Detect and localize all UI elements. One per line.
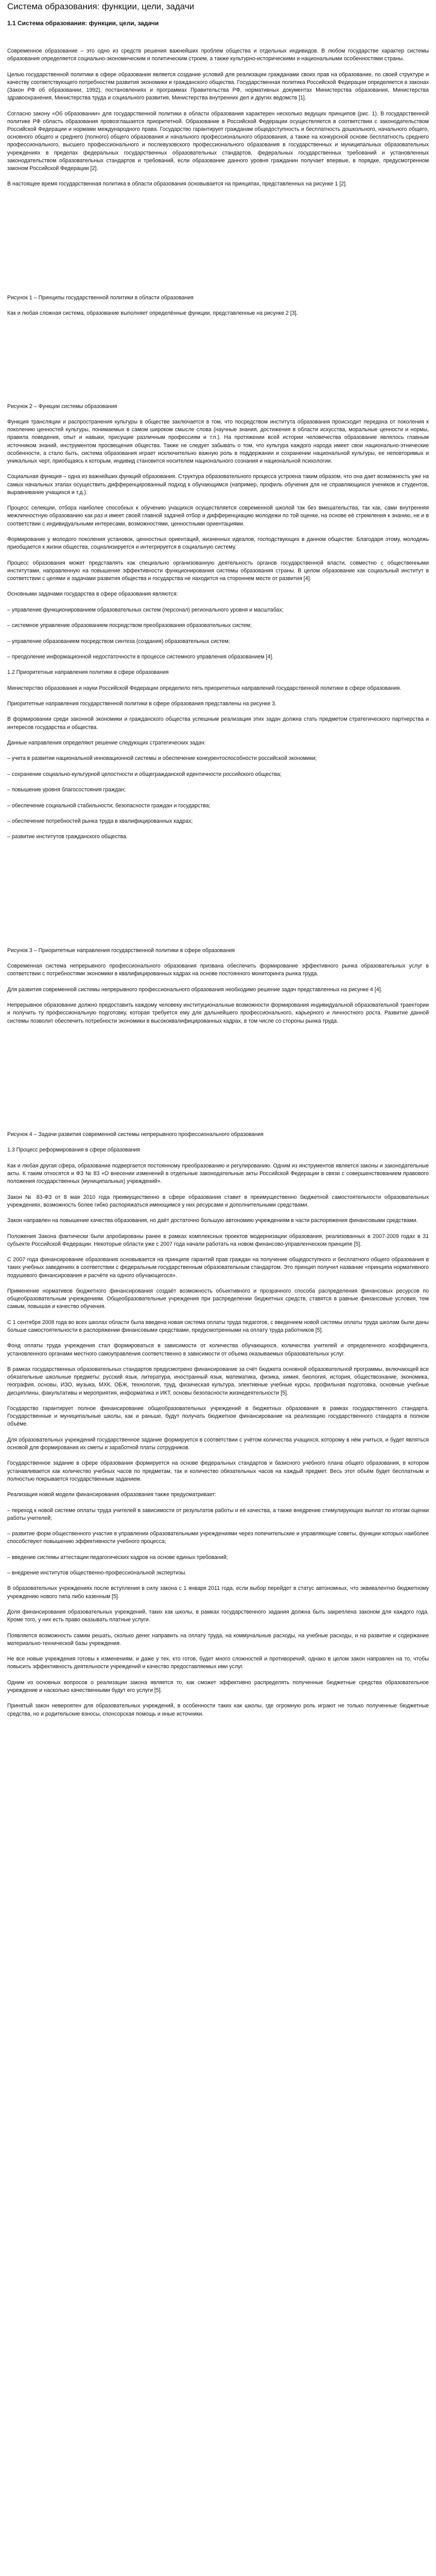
section-heading-1-1: 1.1 Система образования: функции, цели, задачи xyxy=(7,20,159,27)
paragraph: Государство гарантирует полное финансирование общеобразовательных учреждений в бюджетных образования в рамках государственного стандарта. Государственные и муниципальные школы, как и раньше, будут получать бюджетное финансирование на реализацию государственного стандарта в полном объёме. xyxy=(7,1405,429,1428)
paragraph: Современное образование – это одно из средств решения важнейших проблем общества и отдельных индивидов. В любом государстве характер системы образования определяется социально-экономическим и политическим строем, а также культурно-историческими и национальными особенностями страны. xyxy=(7,48,429,62)
list-item: – преодоление информационной недостаточности в процессе системного управления образованием [4]. xyxy=(7,653,274,660)
paragraph: Применение нормативов бюджетного финансирования создаёт возможность объективного и прозрачного способа распределения финансовых ресурсов по общеобразовательным учреждениям. Общеобразовательные учреждения при распределении бюджетных средств, ставятся в равные финансовые условия, тем самым, повышая и качество обучения. xyxy=(7,1287,429,1310)
list-item: – внедрение институтов общественно-профессиональной экспертизы. xyxy=(7,1570,187,1577)
figure-3-area xyxy=(7,849,429,947)
paragraph: Социальная функция – одна из важнейших функций образования. Структура образовательного процесса устроена таким образом, что она дает возможность уже на самых начальных этапах осуществить дифференцированный подход к обучающимся (например, профиль обучения для не справляющихся учеников и студентов, выравнивание учащихся и т.д.). xyxy=(7,473,429,496)
paragraph: В формировании среди законной экономики и гражданского общества успешным реализация этих задач должна стать предметом стратегического партнерства и интересов государства и общества. xyxy=(7,716,429,731)
section-heading-1-3: 1.3 Процесс реформирования в сфере образования xyxy=(7,1147,140,1154)
paragraph: Положения Закона фактически были апробированы ранее в рамках комплексных проектов модернизации образования, реализованных в 2007-2009 годах в 31 субъекте Российской Федерации. Некоторые области уже с 2007 года начали работать на новом финансово-управленческом принципе [5]. xyxy=(7,1233,429,1247)
figure-1-caption: Рисунок 1 – Принципы государственной политики в области образования xyxy=(7,294,194,301)
list-item: – обеспечение потребностей рынка труда в квалифицированных кадрах; xyxy=(7,818,193,825)
paragraph: Согласно закону «Об образовании» для государственной политики в области образования характерен несколько ведущих принципов (рис. 1). В государственной политике РФ область образования провозглашается приоритетной. Образование в Российской Федерации осуществляется в соответствии с законодательством Российской Федерации и нормами международного права. Государство гарантирует гражданам общедоступность и бесплатность дошкольного, начального общего, основного общего и среднего (полного) общего образования и начального профессионального образования, а также на конкурсной основе бесплатность среднего профессионального, высшего профессионального и послевузовского профессионального образования в государственных и муниципальных образовательных учреждениях в пределах федеральных государственных образовательных стандартов, федеральных государственных требований и установленных законодательством образовательных стандартов и требований, если образование данного уровня гражданин получает впервые, в порядке, предусмотренном законом Российской Федерации [2]. xyxy=(7,110,429,172)
paragraph: С 2007 года финансирование образования основывается на принципе гарантий прав граждан на получение общедоступного и бесплатного общего образования в таких учебных заведениях в соответствии с федеральным государственным образовательным стандартом. Это принцип получил название «принципа нормативного подушевого финансирования и расчёте на одного обучающегося». xyxy=(7,1257,429,1279)
list-item: – управление образованием посредством синтеза (создания) образовательных систем; xyxy=(7,638,230,645)
figure-4-caption: Рисунок 4 – Задачи развития современной системы непрерывного профессионального образования xyxy=(7,1131,264,1138)
document-body xyxy=(7,47,429,2576)
paragraph: Для образовательных учреждений государственное задание формируется в соответствии с учётом количества учащихся, которому в нём учиться, и будет являться основой для формирования их сметы и заработной платы сотрудников. xyxy=(7,1436,429,1451)
paragraph: Министерство образования и науки Российской Федерации определило пять приоритетных направлений государственной политики в сфере образования. xyxy=(7,685,402,691)
paragraph: Доля финансирования образовательных учреждений, таких как школы, в рамках государственного задания должна быть закреплена законом для каждого года. Кроме того, у них есть право оказывать платные услуги. xyxy=(7,1609,429,1623)
paragraph: Современная система непрерывного профессионального образования призвана обеспечить формирование эффективного рынка образовательных услуг в соответствии с потребностями экономики в квалифицированных кадрах на основе постоянного мониторинга рынка труда. xyxy=(7,963,429,977)
paragraph: Как и любая другая сфера, образование подвергается постоянному преобразованию и регулированию. Одним из инструментов является законы и законодательные акты. К таким относятся и ФЗ № 83 «О внесении изменений в отдельные законодательные акты Российской Федерации в связи с совершенствованием правового положения государственных (муниципальных) учреждений». xyxy=(7,1162,429,1185)
paragraph: С 1 сентября 2008 года во всех школах области была введена новая система оплаты труда педагогов, с введением новой системы оплаты труда школам были даны больше самостоятельности в распоряжении финансовыми средствами, предусмотренными на оплату труда работников [5]. xyxy=(7,1319,429,1333)
list-item: – развитие институтов гражданского общества. xyxy=(7,834,128,840)
paragraph: Функция трансляции и распространения культуры в обществе заключается в том, что посредством института образования происходит передача от поколения к поколению ценностей культуры, понимаемых в самом широком смысле слова (научные знания, достижения в области искусства, моральные ценности и нормы, правила поведения, опыт и навыки, присущие различным профессиям и т.п.). На протяжении всей истории человечества образование являлось главным источником знаний, инструментом просвещения общества. Также не следует забывать о том, что культура каждого народа имеет свои национально-этнические особенности, а стало быть, система образования играет исключительно важную роль в поддержании и сохранении национальной культуры, ее неповторимых и уникальных черт, приобщаясь к которым, индивид становится носителем национального сознания и национальной психологии. xyxy=(7,418,429,464)
list-item: – управление функционированием образовательных систем (персонал) регионального уровня и масштабах; xyxy=(7,606,284,613)
paragraph: Приоритетные направления государственной политики в сфере образования представлены на рисунке 3. xyxy=(7,701,277,707)
paragraph: Процесс селекции, отбора наиболее способных к обучению учащихся осуществляется современной школой так без вмешательства, так как, сами внутренняя межличностную образованию как раз и имеет своей главной задачей отбор и дифференциацию молодежи по той оценке, на основе её стремления к знанию, не и в соответствии с индивидуальными интересами, возможностями, ценностными ориентациями. xyxy=(7,505,429,527)
paragraph: Не все новые учреждения готовы к изменениям, и даже у тех, кто готов, будет много сложностей и противоречий, однако в целом закон направлен на то, чтобы повысить эффективность деятельности учреждений и качество предоставляемых ими услуг. xyxy=(7,1656,429,1670)
paragraph: Закон направлен на повышение качества образования, но даёт достаточно большую автономию учреждениям в части распоряжения финансовыми средствами. xyxy=(7,1217,418,1224)
paragraph: Одним из основных вопросов о реализации закона является то, как сможет эффективно распределять полученные бюджетные средства образовательное учреждение и насколько качественными будут его услуги [5]. xyxy=(7,1679,429,1694)
list-item: – учета в развитии национальной инновационной системы и обеспечение конкурентоспособности российской экономики; xyxy=(7,755,317,762)
paragraph: В настоящее время государственная политика в области образования основывается на принципах, представленных на рисунке 1 [2]. xyxy=(7,181,347,188)
paragraph: Появляется возможность самим решать, сколько денег направить на оплату труда, на коммунальные расходы, на учебные расходы, и на развитие и содержание материально-технической базы учреждения. xyxy=(7,1632,429,1647)
list-item: – обеспечение социальной стабильности; безопасности граждан и государства; xyxy=(7,802,211,809)
list-item: – введение системы аттестации педагогических кадров на основе единых требований; xyxy=(7,1554,228,1561)
figure-4-area xyxy=(7,1033,429,1131)
list-item: – сохранение социально-культурной целостности и общегражданской идентичности российского общества; xyxy=(7,771,282,777)
figure-3-caption: Рисунок 3 – Приоритетные направления государственной политики в сфере образования xyxy=(7,947,235,954)
figure-2-area xyxy=(7,326,429,403)
paragraph: Закон № 83-ФЗ от 8 мая 2010 года преимущественно в сфере образования ставит в преимущественно бюджетной самостоятельности образовательных учреждениях, возможность более гибко распоряжаться имеющимся у них ресурсами и дополнительными средствами. xyxy=(7,1194,429,1208)
paragraph: Данные направления определяют решение следующих стратегических задач: xyxy=(7,740,206,747)
paragraph: Формирование у молодого поколения установок, ценностных ориентаций, жизненных идеалов, господствующих в данном обществе. Благодаря этому, молодежь приобщается к жизни общества, социализируется и интегрируется в социальную систему. xyxy=(7,536,429,551)
page-title: Система образования: функции, цели, задачи xyxy=(7,2,195,11)
paragraph: В образовательных учреждениях после вступления в силу закона с 1 января 2011 года, если выбор перейдет в статус автономных, что эквивалентно бюджетному учреждению нового типа либо казенным [5]. xyxy=(7,1585,429,1600)
figure-1-area xyxy=(7,196,429,294)
paragraph: Процесс образования может представлять как специально организованную деятельность органов государственной власти, совместно с общественными институтами, направленную на повышение эффективности функционирования системы образования страны. В целом образование как социальный институт в соответствии с целями и задачами развития общества и государства не находится на стороннем месте от развития [4]. xyxy=(7,560,429,582)
paragraph: Целью государственной политики в сфере образования является создание условий для реализации гражданами своих прав на образование, по своей структуре и качеству соответствующего потребностям развития экономики и гражданского общества. Государственная политика Российской Федерации определяется в законах (Закон РФ об образовании, 1992), постановлениях и программах Правительства РФ, нормативных документах Министерства образования, Министерства здравоохранения, Министерства труда и социального развития, Министерства внутренних дел и других ведомств [1]. xyxy=(7,71,429,101)
paragraph: Для развития современной системы непрерывного профессионального образования необходимо решение задач представленных на рисунке 4 [4]. xyxy=(7,986,382,993)
paragraph: Как и любая сложная система, образование выполняет определённые функции, представленные на рисунке 2 [3]. xyxy=(7,310,298,317)
list-item: – системное управление образованием посредством преобразования образовательных систем; xyxy=(7,622,252,629)
list-item: – переход к новой системе оплаты труда учителей в зависимости от результатов работы и её качества, а также внедрение стимулирующих выплат по итогам оценки работы учителей; xyxy=(7,1507,429,1521)
list-item: – развитие форм общественного участия в управлении образовательными учреждениями через попечительские и управляющие советы, функции которых наиболее способствуют повышению эффективности учебного процесса; xyxy=(7,1531,429,1545)
paragraph: Принятый закон невероятен для образовательных учреждений, в особенности таких как школы, где огромную роль играют не только полученные бюджетные средства, но и родительские взносы, спонсорская помощь и иные источники. xyxy=(7,1703,429,1717)
paragraph: В рамках государственных образовательных стандартов предусмотрено финансирование за счёт бюджета основной образовательной программы, включающей все обязательные школьные предметы: русский язык, литература, иностранный язык, математика, физика, химия, биология, история, обществознание, экономика, география, основы, ИЗО, музыка, МХК, ОБЖ, технология, труд, физическая культура, элективные учебные курсы, профильная подготовка, основные учебные дисциплины, факультативы и мероприятия, информатика и ИКТ, основы безопасности жизнедеятельности [5]. xyxy=(7,1366,429,1396)
paragraph: Фонд оплаты труда учреждения стал формироваться в зависимости от количества обучающихся, количества учителей и определенного коэффициента, установленного органами местного самоуправления соответственно в зависимости от объема оказываемых образовательных услуг. xyxy=(7,1343,429,1357)
list-item: – повышение уровня благосостояния граждан; xyxy=(7,787,126,793)
figure-2-caption: Рисунок 2 – Функции системы образования xyxy=(7,403,117,410)
paragraph: Непрерывное образование должно предоставить каждому человеку институциональные возможности формирования индивидуальной образовательной траектории и получить ту профессиональную подготовку, которая требуется ему для дальнейшего профессионального, карьерного и личностного роста. Развитие данной системы позволит обеспечить потребности экономики в высококвалифицированных кадрах, в том числе со стороны рынка труда. xyxy=(7,1002,429,1024)
section-heading-1-2: 1.2 Приоритетные направления политики в сфере образования xyxy=(7,669,169,676)
paragraph: Реализация новой модели финансирования образования также предусматривает: xyxy=(7,1492,217,1498)
paragraph: Государственное задание в сфере образования формируется на основе федеральных стандартов и базисного учебного плана общего образования, в котором устанавливается как количество учебных часов по предметам, так и количество обязательных часов на каждый предмет. Весь этот объём будет бесплатным и полностью покрывается государственным заданием. xyxy=(7,1460,429,1482)
paragraph: Основными задачами государства в сфере образования являются: xyxy=(7,591,178,598)
